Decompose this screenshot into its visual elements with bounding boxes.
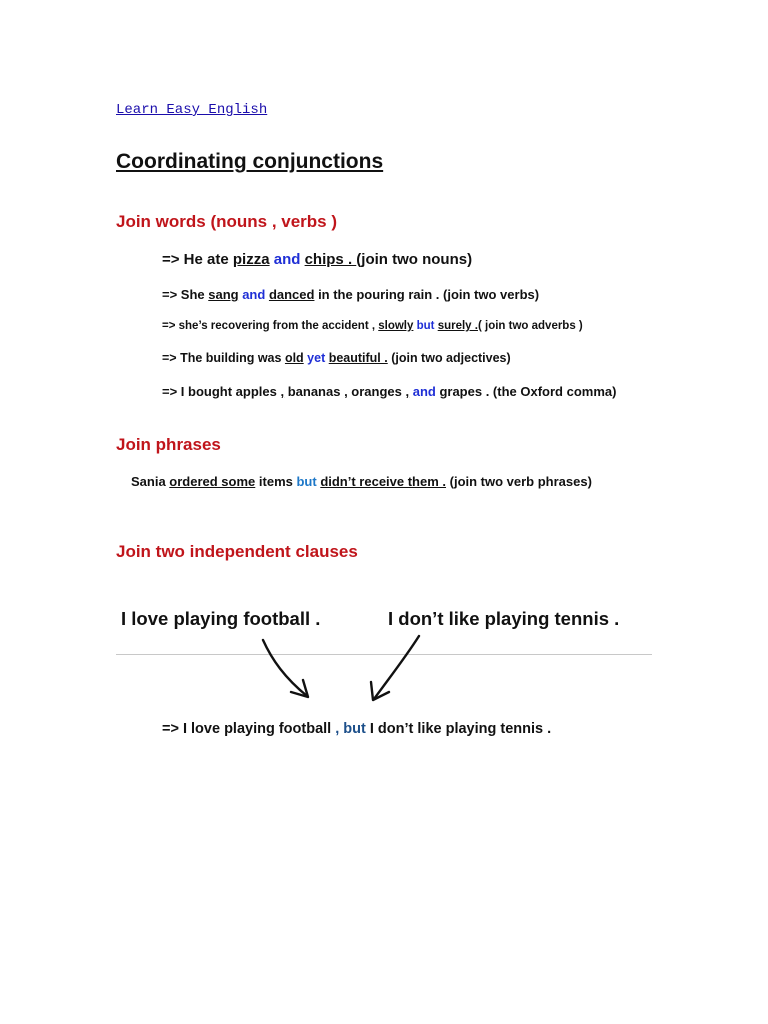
clause-right: I don’t like playing tennis . — [388, 608, 620, 629]
example-text: oranges — [347, 384, 406, 399]
document-title: Coordinating conjunctions — [116, 150, 384, 173]
underlined-word: slowly — [378, 320, 414, 332]
underlined-word: chips . — [304, 251, 357, 268]
example-text: => She — [162, 287, 209, 302]
underlined-comma: , — [280, 384, 285, 399]
conjunction-keyword: and — [238, 287, 269, 302]
section-heading-join-words: Join words (nouns , verbs ) — [116, 212, 338, 231]
example-text: I don’t like playing tennis . — [365, 721, 552, 737]
conjunction-keyword: , but — [335, 721, 366, 737]
clause-left: I love playing football . — [121, 608, 321, 629]
example-text: => she’s recovering from the accident , — [162, 320, 379, 332]
example-note: ( join two adverbs ) — [477, 320, 583, 332]
underlined-word: pizza — [232, 251, 270, 268]
underlined-comma: , — [405, 384, 410, 399]
example-note: in the pouring rain . (join two verbs) — [314, 287, 540, 302]
underlined-word: surely . — [437, 320, 478, 332]
conjunction-keyword: and — [409, 384, 440, 399]
underlined-phrase: didn’t receive them . — [320, 474, 447, 489]
example-text: => The building was — [162, 351, 285, 365]
example-note: (join two adjectives) — [387, 351, 511, 365]
section-heading-join-phrases: Join phrases — [116, 435, 221, 454]
learn-easy-english-link[interactable]: Learn Easy English — [116, 102, 268, 118]
arrow-left-shaft — [263, 640, 307, 696]
underlined-word: old — [284, 351, 304, 365]
underlined-word: beautiful . — [328, 351, 388, 365]
arrow-right-shaft — [374, 636, 419, 699]
underlined-phrase: ordered some — [169, 474, 256, 489]
section-heading-join-clauses: Join two independent clauses — [116, 542, 358, 561]
combined-sentence — [162, 721, 551, 737]
example-text: items — [255, 474, 297, 489]
conjunction-keyword: yet — [303, 351, 329, 365]
example-text: => He ate — [162, 251, 233, 268]
conjunction-keyword: and — [269, 251, 305, 268]
example-note: grapes . (the Oxford comma) — [439, 384, 617, 399]
example-text: Sania — [131, 474, 170, 489]
underlined-comma: , — [344, 384, 348, 399]
example-note: (join two verb phrases) — [446, 474, 592, 489]
example-text: => I bought apples — [162, 384, 281, 399]
underlined-word: sang — [208, 287, 239, 302]
conjunction-keyword: but — [413, 320, 438, 332]
example-text: bananas — [284, 384, 345, 399]
example-text: => I love playing football — [162, 721, 336, 737]
example-note: (join two nouns) — [356, 251, 473, 268]
underlined-word: danced — [268, 287, 315, 302]
conjunction-keyword: but — [296, 474, 317, 489]
